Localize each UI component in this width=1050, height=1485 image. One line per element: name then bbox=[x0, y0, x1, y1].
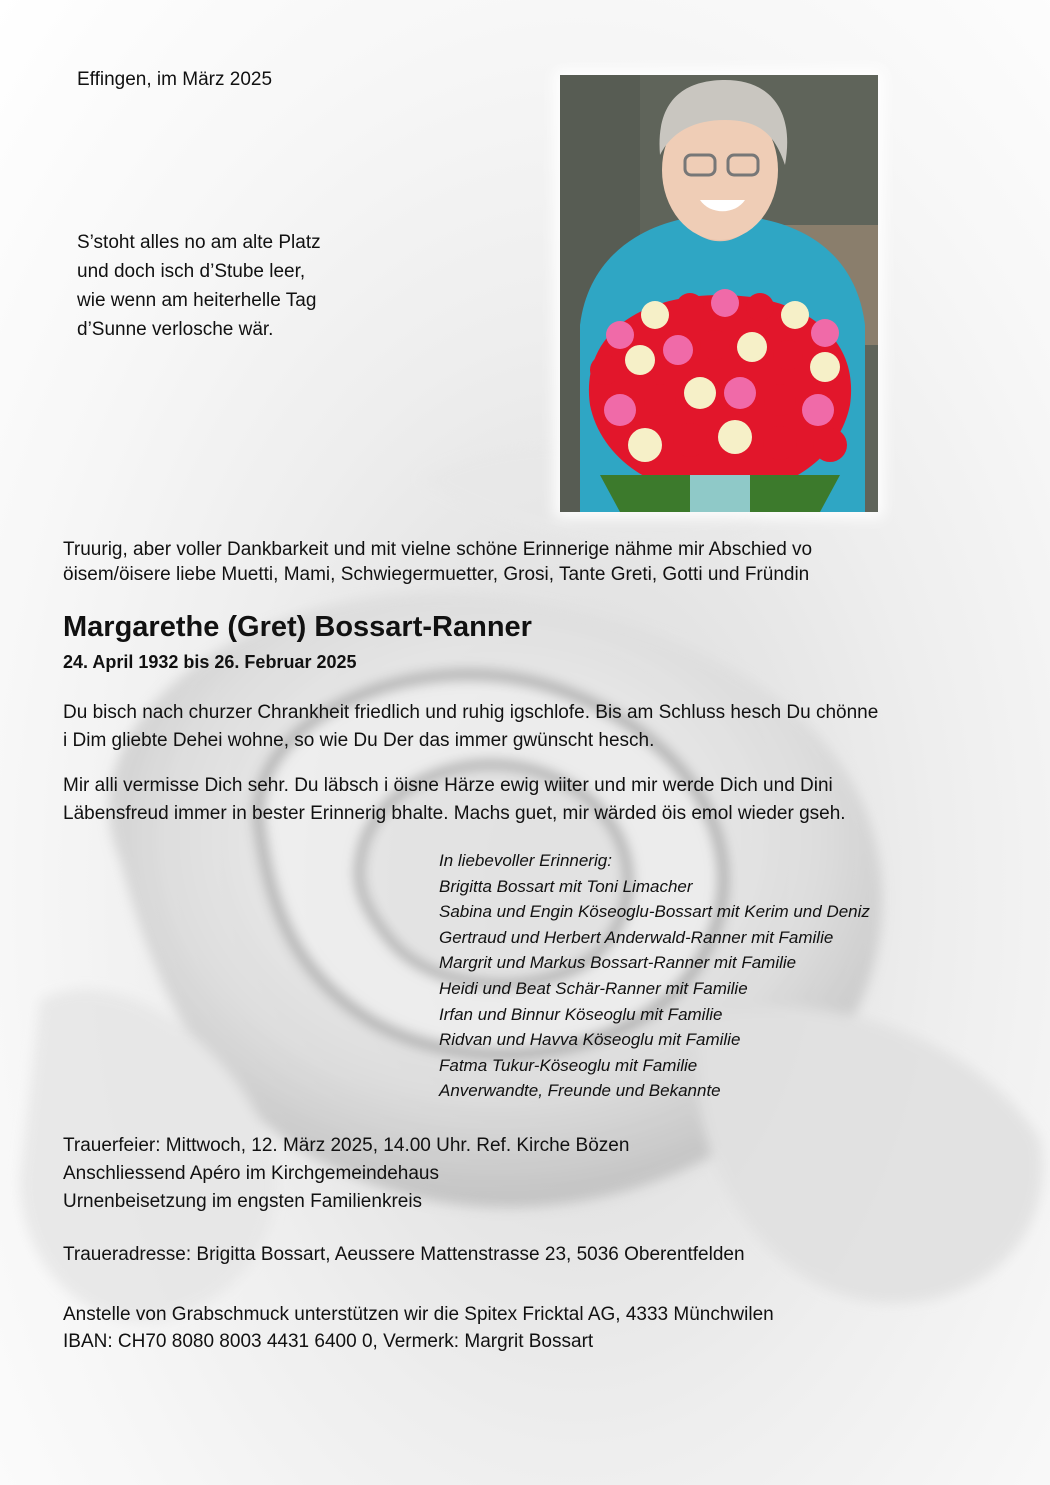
portrait-illustration bbox=[560, 75, 878, 512]
service-line: Trauerfeier: Mittwoch, 12. März 2025, 14.00 Uhr. Ref. Kirche Bözen bbox=[63, 1135, 630, 1156]
poem-line: S’stoht alles no am alte Platz bbox=[77, 232, 321, 253]
paragraph-line: Du bisch nach churzer Chrankheit friedlich und ruhig igschlofe. Bis am Schluss hesch Du chönne bbox=[63, 702, 879, 723]
mourner-name: Ridvan und Havva Köseoglu mit Familie bbox=[439, 1030, 741, 1050]
portrait-photo bbox=[560, 75, 878, 512]
mourning-address: Traueradresse: Brigitta Bossart, Aeussere Mattenstrasse 23, 5036 Oberentfelden bbox=[63, 1244, 745, 1265]
mourner-name: Brigitta Bossart mit Toni Limacher bbox=[439, 876, 693, 896]
intro-line: Truurig, aber voller Dankbarkeit und mit vielne schöne Erinnerige nähme mir Abschied vo bbox=[63, 539, 813, 560]
service-line: Urnenbeisetzung im engsten Familienkreis bbox=[63, 1191, 423, 1212]
paragraph-1 bbox=[63, 699, 993, 755]
paragraph-line: Läbensfreud immer in bester Erinnerig bhalte. Machs guet, mir wärded öis emol wieder gseh. bbox=[63, 803, 846, 824]
mourner-name: Sabina und Engin Köseoglu-Bossart mit Kerim und Deniz bbox=[439, 902, 870, 922]
poem bbox=[77, 228, 321, 344]
mourner-name: Fatma Tukur-Köseoglu mit Familie bbox=[439, 1055, 698, 1075]
poem-line: und doch isch d’Stube leer, bbox=[77, 261, 306, 282]
donation-info bbox=[63, 1301, 774, 1355]
paragraph-line: i Dim gliebte Dehei wohne, so wie Du Der das immer gwünscht hesch. bbox=[63, 730, 655, 751]
mourner-name: Heidi und Beat Schär-Ranner mit Familie bbox=[439, 978, 748, 998]
poem-line: d’Sunne verlosche wär. bbox=[77, 319, 274, 340]
intro-line: öisem/öisere liebe Muetti, Mami, Schwiegermuetter, Grosi, Tante Greti, Gotti und Fründin bbox=[63, 564, 810, 585]
intro-text bbox=[63, 537, 812, 587]
deceased-name: Margarethe (Gret) Bossart-Ranner bbox=[63, 611, 532, 643]
mourner-name: Anverwandte, Freunde und Bekannte bbox=[439, 1081, 721, 1101]
life-dates: 24. April 1932 bis 26. Februar 2025 bbox=[63, 652, 357, 672]
mourner-name: Gertraud und Herbert Anderwald-Ranner mit Familie bbox=[439, 927, 834, 947]
donation-line: Anstelle von Grabschmuck unterstützen wir die Spitex Fricktal AG, 4333 Münchwilen bbox=[63, 1304, 774, 1325]
mourners-heading: In liebevoller Erinnerig: bbox=[439, 851, 612, 870]
mourner-name: Irfan und Binnur Köseoglu mit Familie bbox=[439, 1004, 723, 1024]
donation-iban: IBAN: CH70 8080 8003 4431 6400 0, Vermerk: Margrit Bossart bbox=[63, 1331, 594, 1352]
poem-line: wie wenn am heiterhelle Tag bbox=[77, 290, 317, 311]
paragraph-line: Mir alli vermisse Dich sehr. Du läbsch i öisne Härze ewig wiiter und mir werde Dich und Dini bbox=[63, 775, 833, 796]
place-date: Effingen, im März 2025 bbox=[77, 69, 273, 90]
mourner-name: Margrit und Markus Bossart-Ranner mit Familie bbox=[439, 953, 797, 973]
paragraph-2 bbox=[63, 772, 993, 828]
service-line: Anschliessend Apéro im Kirchgemeindehaus bbox=[63, 1163, 439, 1184]
mourners-list bbox=[439, 848, 870, 1104]
service-info bbox=[63, 1132, 629, 1216]
